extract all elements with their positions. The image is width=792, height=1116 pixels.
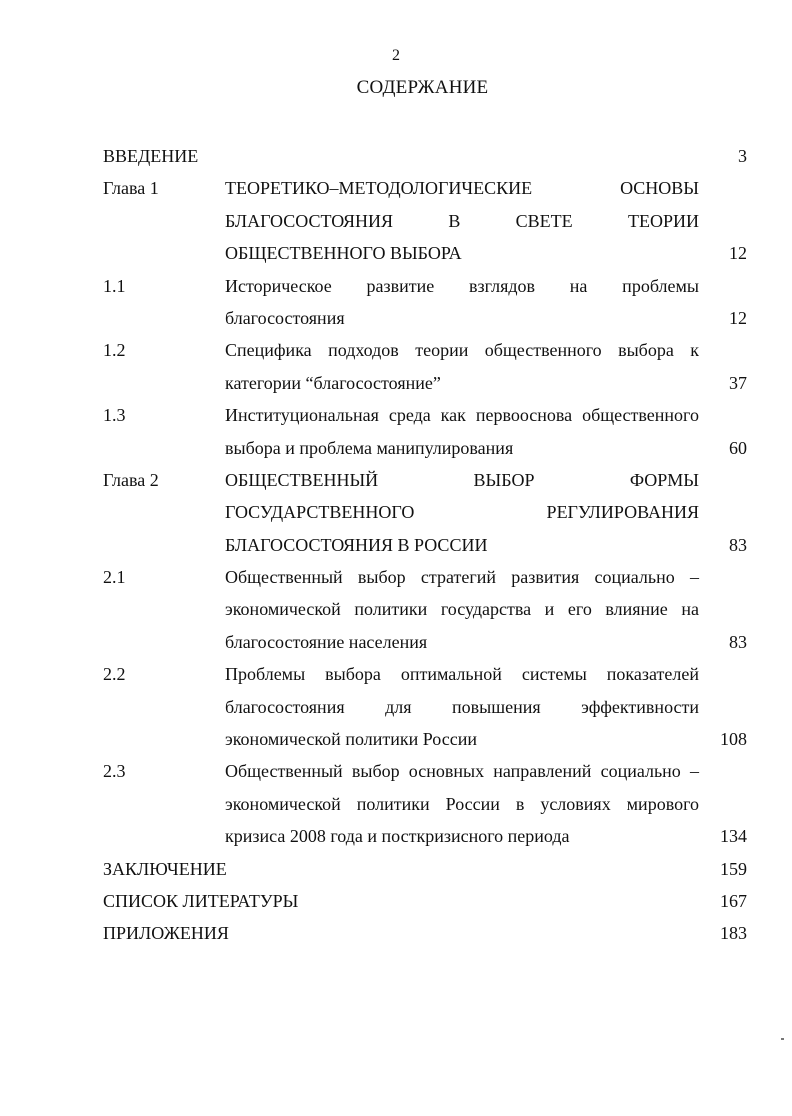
toc-entry-number: 1.2 <box>103 340 126 361</box>
toc-entry-title: кризиса 2008 года и посткризисного периода <box>225 826 570 847</box>
toc-entry-line <box>103 496 747 528</box>
toc-entry-page: 12 <box>729 307 747 328</box>
toc-entry-line <box>103 755 747 787</box>
toc-entry-number: 2.2 <box>103 664 126 685</box>
toc-entry[interactable] <box>103 561 747 658</box>
toc-entry-line <box>103 205 747 237</box>
toc-entry-number: Глава 2 <box>103 469 159 490</box>
toc-entry-number: 1.3 <box>103 405 126 426</box>
toc-entry[interactable] <box>103 885 747 917</box>
toc-entry-page: 60 <box>729 437 747 458</box>
toc-entry-title: ГОСУДАРСТВЕННОГО РЕГУЛИРОВАНИЯ <box>225 502 699 523</box>
toc-entry-page: 37 <box>729 372 747 393</box>
toc-entry-title: ТЕОРЕТИКО–МЕТОДОЛОГИЧЕСКИЕ ОСНОВЫ <box>225 178 699 199</box>
toc-entry-title: Специфика подходов теории общественного выбора к <box>225 340 699 361</box>
toc-entry-title: экономической политики России в условиях мирового <box>225 793 699 814</box>
toc-entry-page: 83 <box>729 631 747 652</box>
toc-entry-page: 134 <box>720 826 747 847</box>
toc-entry-line <box>103 885 747 917</box>
toc-entry-line <box>103 529 747 561</box>
toc-entry-line <box>103 399 747 431</box>
toc-entry-title: ВВЕДЕНИЕ <box>103 146 199 166</box>
toc-entry-line <box>103 691 747 723</box>
toc-entry[interactable] <box>103 464 747 561</box>
toc-entry-title: экономической политики государства и его влияние на <box>225 599 699 620</box>
toc-entry[interactable] <box>103 917 747 949</box>
toc-entry-title: ОБЩЕСТВЕННЫЙ ВЫБОР ФОРМЫ <box>225 469 699 490</box>
toc-entry-line <box>103 334 747 366</box>
toc-entry-line <box>103 723 747 755</box>
toc-entry-title: Историческое развитие взглядов на проблемы <box>225 275 699 296</box>
toc-entry-title: ОБЩЕСТВЕННОГО ВЫБОРА <box>225 243 462 264</box>
toc-entry-title: ПРИЛОЖЕНИЯ <box>103 923 229 944</box>
toc-entry-title: категории “благосостояние” <box>225 372 441 393</box>
toc-entry-line <box>103 853 747 885</box>
toc-entry-title: Общественный выбор основных направлений социально – <box>225 761 699 782</box>
toc-entry[interactable] <box>103 334 747 399</box>
toc-entry-line <box>103 917 747 949</box>
toc-entry-page: 108 <box>720 729 747 750</box>
toc-entry-line <box>103 237 747 269</box>
scan-mark <box>781 1038 784 1040</box>
toc-entry-title: Проблемы выбора оптимальной системы показателей <box>225 664 699 685</box>
toc-entry-line <box>103 593 747 625</box>
toc-entry-line <box>103 788 747 820</box>
toc-entry-line <box>103 172 747 204</box>
toc-entry-page: 167 <box>720 890 747 911</box>
toc-entry-line <box>103 302 747 334</box>
toc-entry-title: Общественный выбор стратегий развития социально – <box>225 567 699 588</box>
toc-entry[interactable] <box>103 140 747 172</box>
toc-entry-page: 183 <box>720 923 747 944</box>
toc-entry-number: 1.1 <box>103 275 126 296</box>
toc-entry-title: выбора и проблема манипулирования <box>225 437 514 458</box>
toc-entry-line <box>103 626 747 658</box>
toc-entry-line <box>103 658 747 690</box>
toc-entry[interactable] <box>103 658 747 755</box>
toc-entry-line <box>103 270 747 302</box>
toc-entry-line <box>103 820 747 852</box>
toc-entry[interactable] <box>103 853 747 885</box>
page-number: 2 <box>392 47 400 64</box>
toc-entry-page: 12 <box>729 243 747 264</box>
toc-entry-title: ЗАКЛЮЧЕНИЕ <box>103 858 227 879</box>
toc-entry-title: БЛАГОСОСТОЯНИЯ В РОССИИ <box>225 534 488 555</box>
toc-entry[interactable] <box>103 172 747 269</box>
page-title: СОДЕРЖАНИЕ <box>356 77 489 98</box>
toc-entry-line <box>103 432 747 464</box>
toc-entry-page: 159 <box>720 858 747 879</box>
toc-entry-title: благосостояния <box>225 307 345 328</box>
toc-entry-page: 3 <box>738 146 747 166</box>
toc-entry[interactable] <box>103 399 747 464</box>
table-of-contents <box>103 140 747 950</box>
toc-entry-line <box>103 464 747 496</box>
toc-entry-title: благосостояния для повышения эффективности <box>225 696 699 717</box>
toc-entry-number: Глава 1 <box>103 178 159 199</box>
toc-entry-title: СПИСОК ЛИТЕРАТУРЫ <box>103 890 299 911</box>
toc-entry-title: БЛАГОСОСТОЯНИЯ В СВЕТЕ ТЕОРИИ <box>225 210 699 231</box>
toc-entry[interactable] <box>103 270 747 335</box>
toc-entry-number: 2.3 <box>103 761 126 782</box>
toc-entry-title: экономической политики России <box>225 729 477 750</box>
toc-entry-title: Институциональная среда как первооснова общественного <box>225 405 699 426</box>
toc-entry-number: 2.1 <box>103 567 126 588</box>
toc-entry-line <box>103 561 747 593</box>
toc-entry-line <box>103 140 747 172</box>
toc-entry-title: благосостояние населения <box>225 631 428 652</box>
toc-entry[interactable] <box>103 755 747 852</box>
toc-entry-line <box>103 367 747 399</box>
toc-entry-page: 83 <box>729 534 747 555</box>
